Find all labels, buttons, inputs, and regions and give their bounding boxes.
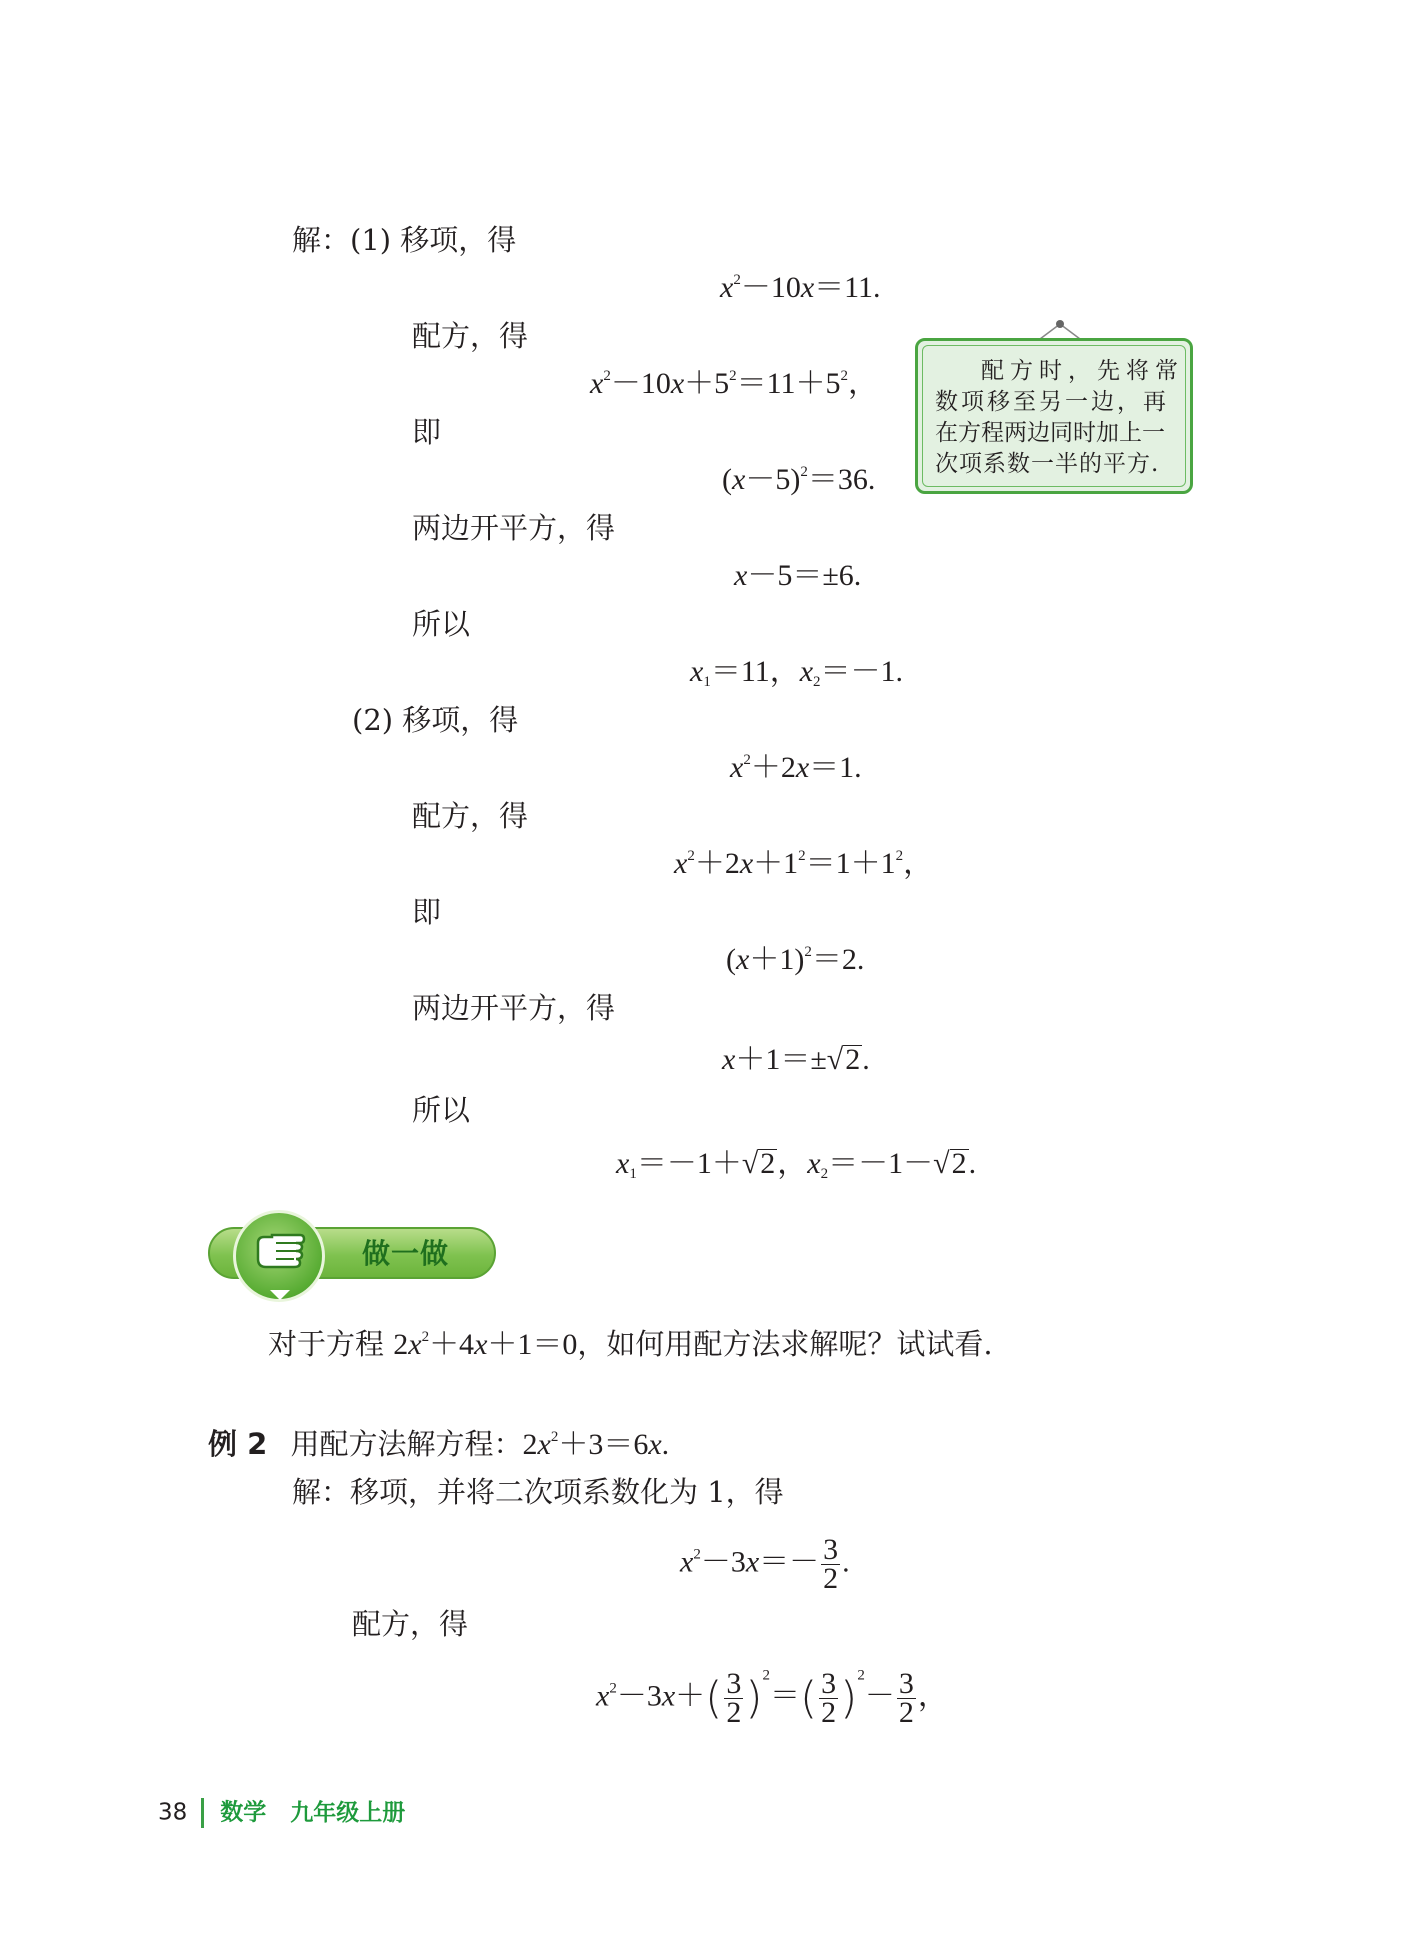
note-line-4: 次项系数一半的平方. bbox=[935, 451, 1160, 477]
example-task: 用配方法解方程： bbox=[290, 1427, 523, 1461]
equation-1-2: $x^2-10x+5^2=11+5^2$， bbox=[590, 367, 879, 400]
equation-1-1: $x^2-10x=11$. bbox=[720, 271, 881, 304]
equation-2-3: $(x+1)^2=2$. bbox=[726, 943, 865, 976]
step-peifang-1: 配方，得 bbox=[412, 319, 529, 353]
activity-prompt: 对于方程 $2x^2+4x+1=0$，如何用配方法求解呢？试试看. bbox=[268, 1327, 993, 1361]
prompt-after: ，如何用配方法求解呢？试试看. bbox=[577, 1327, 993, 1361]
footer-divider bbox=[201, 1798, 204, 1828]
step-peifang-3: 配方，得 bbox=[352, 1607, 469, 1641]
equation-2-2: $x^2+2x+1^2=1+1^2$， bbox=[674, 847, 934, 880]
step-suoyi-1: 所以 bbox=[412, 607, 471, 641]
footer-subject: 数学 bbox=[220, 1799, 267, 1826]
example-2-solution-intro: 解：移项，并将二次项系数化为 1，得 bbox=[292, 1475, 784, 1509]
activity-title: 做一做 bbox=[362, 1237, 450, 1270]
note-line-2: 数项移至另一边，再 bbox=[935, 389, 1169, 415]
equation-1-3: $(x-5)^2=36$. bbox=[722, 463, 876, 496]
page-number: 38 bbox=[158, 1799, 188, 1826]
equation-1-4: x－5＝±6. bbox=[734, 559, 862, 592]
example-2-line: 例 2 用配方法解方程：$2x^2+3=6x$. bbox=[208, 1427, 670, 1461]
equation-2-4: x＋1＝±√2. bbox=[722, 1043, 870, 1076]
equation-2-5: $x_1=-1+√2$，$x_2=-1-√2$. bbox=[616, 1147, 977, 1182]
step-peifang-2: 配方，得 bbox=[412, 799, 529, 833]
prompt-before: 对于方程 bbox=[268, 1327, 385, 1361]
pointing-hand-icon bbox=[236, 1213, 322, 1299]
step-kaifang-2: 两边开平方，得 bbox=[412, 991, 616, 1025]
footer-book: 九年级上册 bbox=[290, 1799, 406, 1826]
equation-3-2: $x^2-3x+$( $\frac{3}{2}$ )$^2$＝( $\frac{3}{2}$ )$^2$－ $\frac{3}{2}$ ， bbox=[596, 1667, 948, 1729]
equation-2-1: $x^2+2x=1$. bbox=[730, 751, 862, 784]
page-footer bbox=[158, 1798, 405, 1828]
equation-3-1: $x^2-3x=-$ $\frac{3}{2}$ . bbox=[680, 1533, 850, 1595]
note-line-3: 在方程两边同时加上一 bbox=[935, 420, 1165, 446]
note-line-1: 配方时，先将常 bbox=[981, 358, 1184, 384]
step-suoyi-2: 所以 bbox=[412, 1093, 471, 1127]
down-triangle-icon bbox=[268, 1288, 292, 1302]
step-ji-2: 即 bbox=[412, 895, 442, 929]
equation-1-5: $x_1=11$，$x_2=-1$. bbox=[690, 655, 904, 690]
solution-1-intro: 解：(1) 移项，得 bbox=[292, 223, 517, 257]
tip-note bbox=[915, 338, 1193, 494]
step-ji-1: 即 bbox=[412, 415, 442, 449]
solution-2-intro: (2) 移项，得 bbox=[352, 703, 519, 737]
example-label: 例 2 bbox=[208, 1427, 268, 1461]
step-kaifang-1: 两边开平方，得 bbox=[412, 511, 616, 545]
